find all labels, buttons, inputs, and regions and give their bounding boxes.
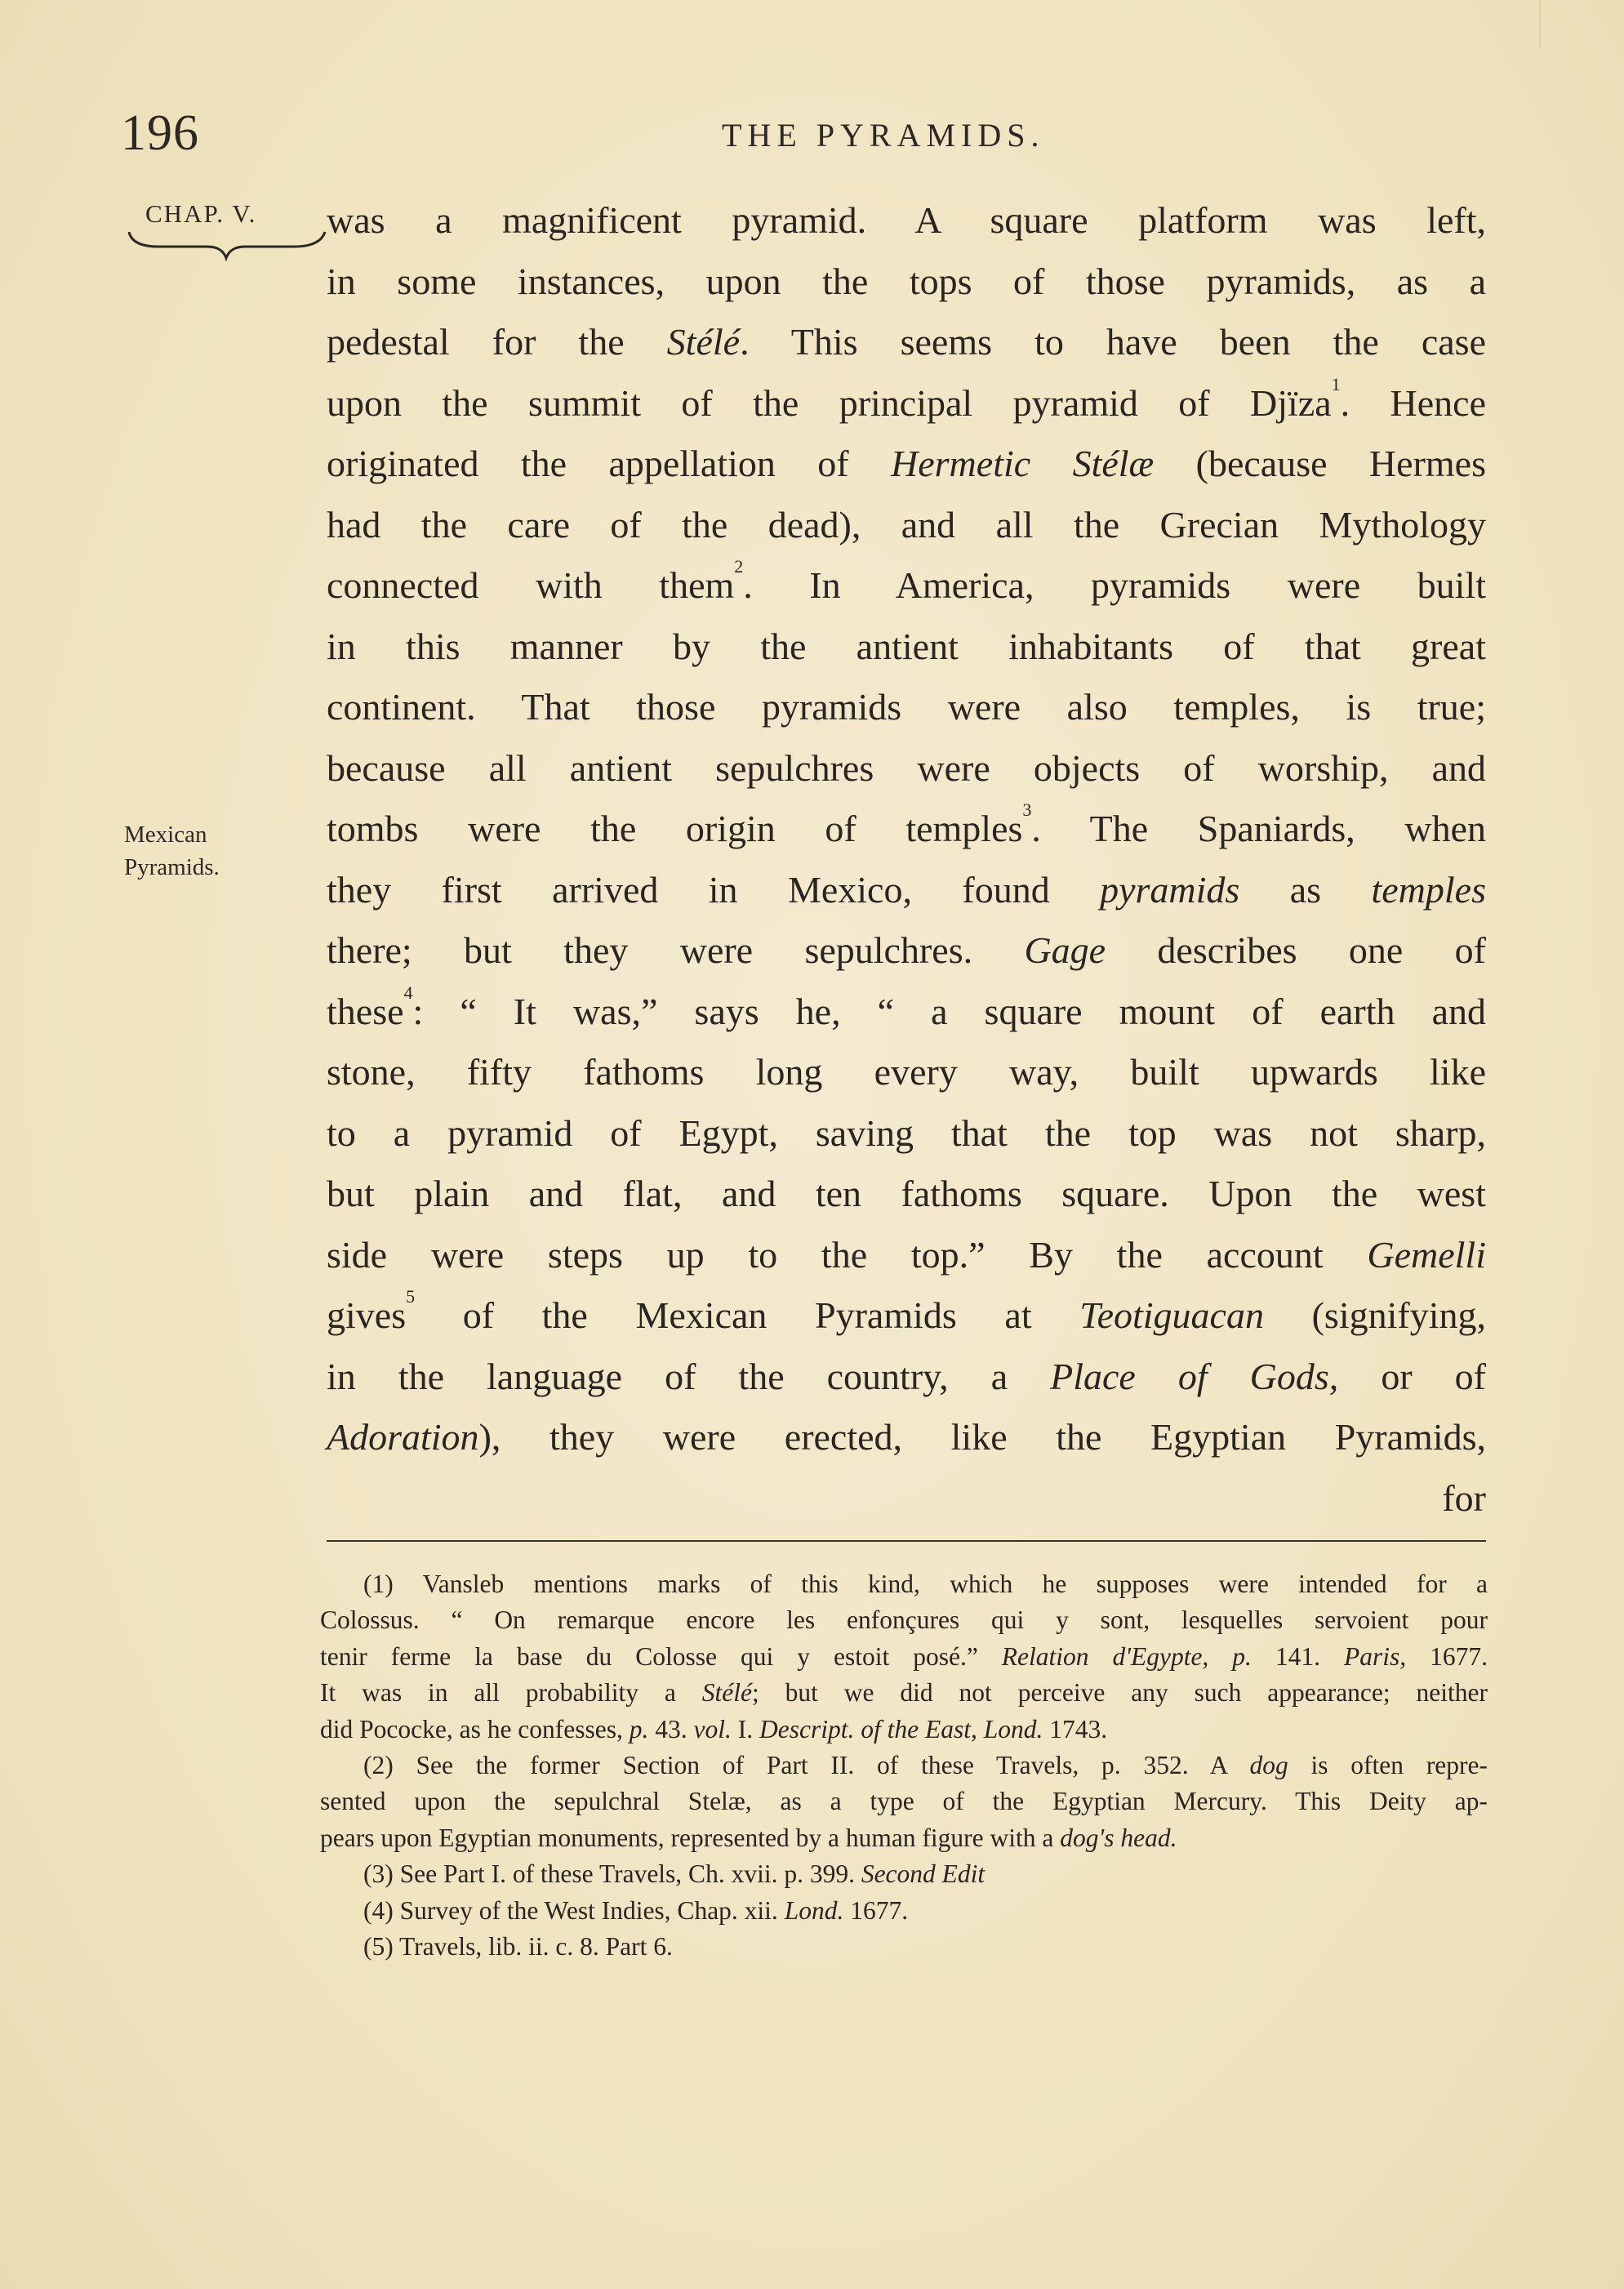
text-line: had the care of the dead), and all the Grecian Mythology — [327, 503, 1486, 546]
text-line: in this manner by the antient inhabitants of that great — [327, 625, 1486, 667]
footnote-line: It was in all probability a Stélé; but we did not perceive any such appearance; neither — [320, 1678, 1488, 1708]
footnote-line: did Pococke, as he confesses, p. 43. vol. I. Descript. of the East, Lond. 1743. — [320, 1714, 1108, 1743]
footnote-line: (3) See Part I. of these Travels, Ch. xvii. p. 399. Second Edit — [363, 1859, 986, 1889]
margin-sidenote — [124, 818, 279, 884]
text-line: originated the appellation of Hermetic Stélæ (because Hermes — [327, 443, 1486, 484]
footnote-ref: 3 — [1022, 799, 1032, 820]
text-line: but plain and flat, and ten fathoms square. Upon the west — [327, 1173, 1486, 1214]
text-line: in some instances, upon the tops of those pyramids, as a — [327, 260, 1486, 302]
running-title: THE PYRAMIDS. — [722, 117, 1045, 154]
footnote-ref: 1 — [1331, 373, 1341, 394]
sidenote-line: Pyramids. — [124, 854, 220, 880]
text-line: because all antient sepulchres were objects of worship, and — [327, 746, 1486, 789]
text-line: these$^4$: “ It was,” says he, “ a square mount of earth and — [327, 982, 1486, 1032]
sidenote-line: Mexican — [124, 822, 207, 848]
footnote-line: (1) Vansleb mentions marks of this kind, which he supposes were intended for a — [363, 1570, 1488, 1598]
text-line: there; but they were sepulchres. Gage describes one of — [327, 929, 1486, 971]
footnote-line: Colossus. “ On remarque encore les enfonçures qui y sont, lesquelles servoient pour — [320, 1605, 1488, 1635]
text-line: pedestal for the Stélé. This seems to have been the case — [327, 321, 1487, 363]
text-line: was a magnificent pyramid. A square platform was left, — [327, 199, 1486, 241]
footnote-line: sented upon the sepulchral Stelæ, as a type of the Egyptian Mercury. This Deity ap- — [320, 1787, 1488, 1816]
text-line: stone, fifty fathoms long every way, built upwards like — [327, 1051, 1486, 1093]
body-text — [327, 190, 1486, 1529]
catchword: for — [1442, 1476, 1486, 1519]
footnote-line: (5) Travels, lib. ii. c. 8. Part 6. — [363, 1931, 673, 1961]
text-line: connected with them$^2$. In America, pyramids were built — [327, 556, 1486, 606]
text-line: to a pyramid of Egypt, saving that the top was not sharp, — [327, 1111, 1486, 1154]
page-number: 196 — [121, 105, 199, 161]
footnote-line: (4) Survey of the West Indies, Chap. xii. Lond. 1677. — [363, 1895, 909, 1925]
footnote-ref: 5 — [406, 1286, 416, 1307]
text-line: gives$^5$ of the Mexican Pyramids at Teotiguacan (signifying, — [327, 1286, 1486, 1336]
footnote-ref: 4 — [403, 982, 413, 1003]
gutter-line — [1539, 0, 1541, 49]
footnote-rule — [327, 1540, 1486, 1542]
footnote-line: tenir ferme la base du Colosse qui y estoit posé.” Relation d'Egypte, p. 141. Paris, 1677. — [320, 1641, 1488, 1671]
footnotes — [320, 1566, 1488, 1965]
chapter-brace — [126, 229, 330, 261]
footnote-line: (2) See the former Section of Part II. of these Travels, p. 352. A dog is often repre- — [363, 1750, 1488, 1779]
text-line: continent. That those pyramids were also temples, is true; — [327, 686, 1486, 728]
text-line: upon the summit of the principal pyramid of Djïza$^1$. Hence — [327, 373, 1486, 424]
text-line: tombs were the origin of temples$^3$. The Spaniards, when — [327, 799, 1486, 849]
text-line: they first arrived in Mexico, found pyramids as temples — [327, 868, 1486, 911]
text-line: in the language of the country, a Place of Gods, or of — [327, 1355, 1486, 1397]
footnote-line: pears upon Egyptian monuments, represented by a human figure with a dog's head. — [320, 1823, 1177, 1852]
chapter-label: CHAP. V. — [145, 199, 257, 228]
footnote-ref: 2 — [734, 556, 744, 577]
text-line: Adoration), they were erected, like the Egyptian Pyramids, — [327, 1416, 1486, 1458]
text-line: side were steps up to the top.” By the account Gemelli — [327, 1233, 1486, 1276]
